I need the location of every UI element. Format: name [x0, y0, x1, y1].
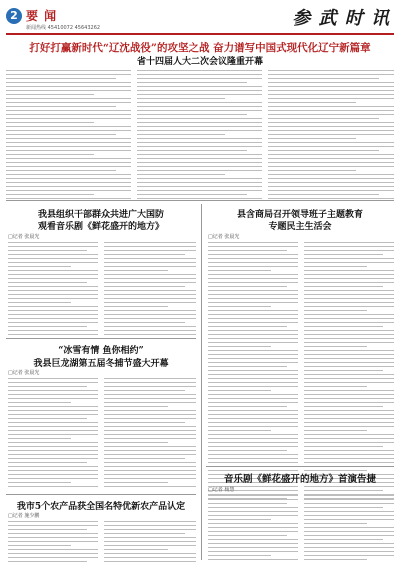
article-3-title-line2: 我县巨龙湖第五届冬捕节盛大开幕 — [33, 359, 169, 369]
article-3-title-line1: “冰雪有情 鱼你相约” — [58, 346, 144, 356]
lead-body-col-1 — [6, 70, 131, 202]
article-4-byline: □记者 施少鹏 — [8, 513, 40, 519]
lead-article-subtitle: 省十四届人大二次会议隆重开幕 — [136, 57, 263, 67]
article-4-body-col-1 — [8, 521, 98, 565]
article-2-body-col-2 — [304, 242, 394, 502]
article-3-body-col-2 — [104, 378, 196, 490]
article-4-top-rule — [6, 494, 196, 495]
page-header — [0, 0, 400, 36]
article-1-title-line1: 我县组织干部群众共进广大国防 — [37, 210, 164, 220]
section-name: 要 闻 — [26, 9, 58, 23]
article-5-byline: □记者 杨慧 — [208, 487, 235, 493]
page-number: 2 — [6, 8, 22, 24]
meta-line: 新闻热线 45410072 45643262 — [26, 25, 101, 31]
article-2-title-line1: 县含商局召开领导班子主题教育 — [236, 210, 363, 220]
article-3-byline: □记者 张晨光 — [8, 370, 40, 376]
article-1-byline: □记者 张晨光 — [8, 234, 40, 240]
article-5-body-col-2 — [304, 495, 394, 563]
article-2-body-col-1 — [208, 242, 298, 502]
article-1-body-col-2 — [104, 242, 196, 338]
section-divider — [6, 200, 394, 201]
article-4-body-col-2 — [104, 521, 196, 565]
header-rule — [6, 33, 394, 35]
article-1-title-line2: 观看音乐剧《鲜花盛开的地方》 — [37, 222, 164, 232]
article-5-title: 音乐剧《鲜花盛开的地方》首演告捷 — [223, 474, 376, 485]
article-5-body-col-1 — [208, 495, 298, 563]
article-4-title: 我市5个农产品获全国名特优新农产品认定 — [16, 502, 186, 512]
lead-body-col-3 — [268, 70, 394, 202]
column-divider — [201, 204, 202, 560]
article-3-top-rule — [6, 338, 196, 339]
article-1-body-col-1 — [8, 242, 98, 338]
article-2-title-line2: 专题民主生活会 — [268, 222, 332, 232]
masthead: 参 武 时 讯 — [292, 8, 390, 29]
lead-article-title: 打好打赢新时代“辽沈战役”的攻坚之战 奋力谱写中国式现代化辽宁新篇章 — [29, 42, 371, 54]
article-2-byline: □记者 张晨光 — [208, 234, 240, 240]
article-3-body-col-1 — [8, 378, 98, 490]
lead-body-col-2 — [137, 70, 262, 202]
article-5-top-rule — [206, 466, 394, 467]
